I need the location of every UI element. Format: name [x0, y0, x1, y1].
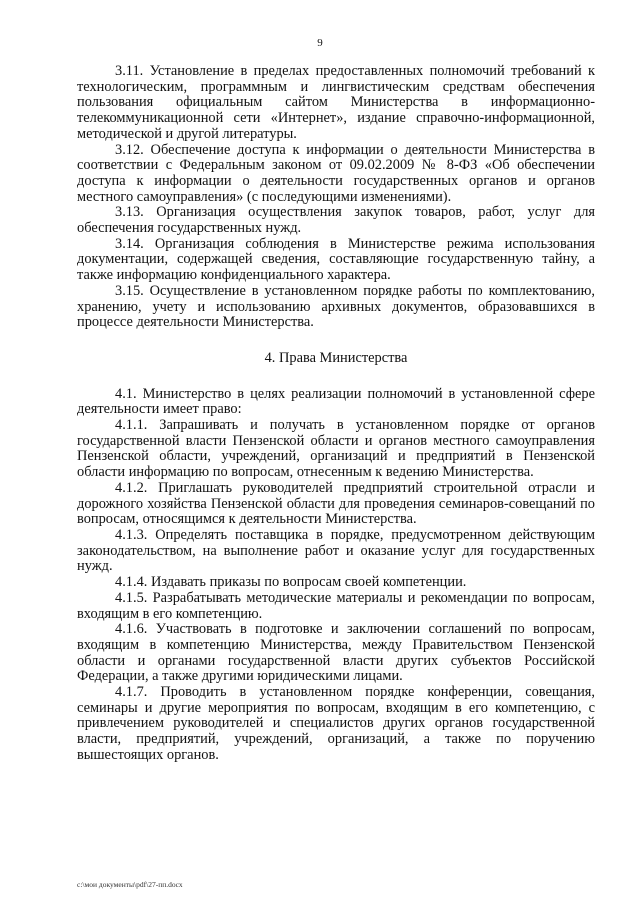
paragraph-4-1-3: 4.1.3. Определять поставщика в порядке, предусмотренном действующим законодательством, на выполнение работ и оказание услуг для государственных нужд.	[77, 526, 595, 575]
paragraph-4-1-1: 4.1.1. Запрашивать и получать в установленном порядке от органов государственной власти Пензенской области и органов местного самоуправления Пензенской области, учреждений, организаций и предприятий в Пензенской области информацию по вопросам, отнесенным к ведению Министерства.	[77, 417, 595, 481]
section-heading: 4. Права Министерства	[264, 349, 408, 366]
page-number: 9	[317, 37, 323, 49]
paragraph-4-1-7: 4.1.7. Проводить в установленном порядке конференции, совещания, семинары и другие мероприятия по вопросам, входящим в его компетенцию, с привлечением руководителей и специалистов других органов государственной власти, предприятий, учреждений, организаций, а также по поручению вышестоящих органов.	[77, 684, 595, 763]
paragraph-4-1-5: 4.1.5. Разрабатывать методические материалы и рекомендации по вопросам, входящим в его компетенцию.	[77, 589, 595, 622]
paragraph-4-1-6: 4.1.6. Участвовать в подготовке и заключении соглашений по вопросам, входящим в компетенцию Министерства, между Правительством Пензенской области и органами государственной власти других субъектов Российской Федерации, а также другими юридическими лицами.	[77, 621, 595, 685]
paragraph-3-11: 3.11. Установление в пределах предоставленных полномочий требований к технологическим, программным и лингвистическим средствам обеспечения пользования официальным сайтом Министерства в информационно-телекоммуникационной сети «Интернет», издание справочно-информационной, методической и другой литературы.	[77, 63, 595, 142]
paragraph-4-1-4: 4.1.4. Издавать приказы по вопросам своей компетенции.	[115, 574, 467, 591]
paragraph-4-1-2: 4.1.2. Приглашать руководителей предприятий строительной отрасли и дорожного хозяйства Пензенской области для проведения семинаров-совещаний по вопросам, относящимся к деятельности Министерства.	[77, 479, 595, 528]
document-body	[77, 64, 595, 764]
paragraph-4-1: 4.1. Министерство в целях реализации полномочий в установленной сфере деятельности имеет право:	[77, 385, 595, 418]
paragraph-3-12: 3.12. Обеспечение доступа к информации о деятельности Министерства в соответствии с Федеральным законом от 09.02.2009 № 8-ФЗ «Об обеспечении доступа к информации о деятельности государственных органов и органов местного самоуправления» (с последующими изменениями).	[77, 141, 595, 205]
paragraph-3-15: 3.15. Осуществление в установленном порядке работы по комплектованию, хранению, учету и использованию архивных документов, образовавшихся в процессе деятельности Министерства.	[77, 282, 595, 331]
footer-file-path: c:\мои документы\pdf\27-пп.docx	[77, 880, 183, 889]
paragraph-3-13: 3.13. Организация осуществления закупок товаров, работ, услуг для обеспечения государственных нужд.	[77, 204, 595, 237]
paragraph-3-14: 3.14. Организация соблюдения в Министерстве режима использования документации, содержащей сведения, составляющие государственную тайну, а также информацию конфиденциального характера.	[77, 235, 595, 284]
